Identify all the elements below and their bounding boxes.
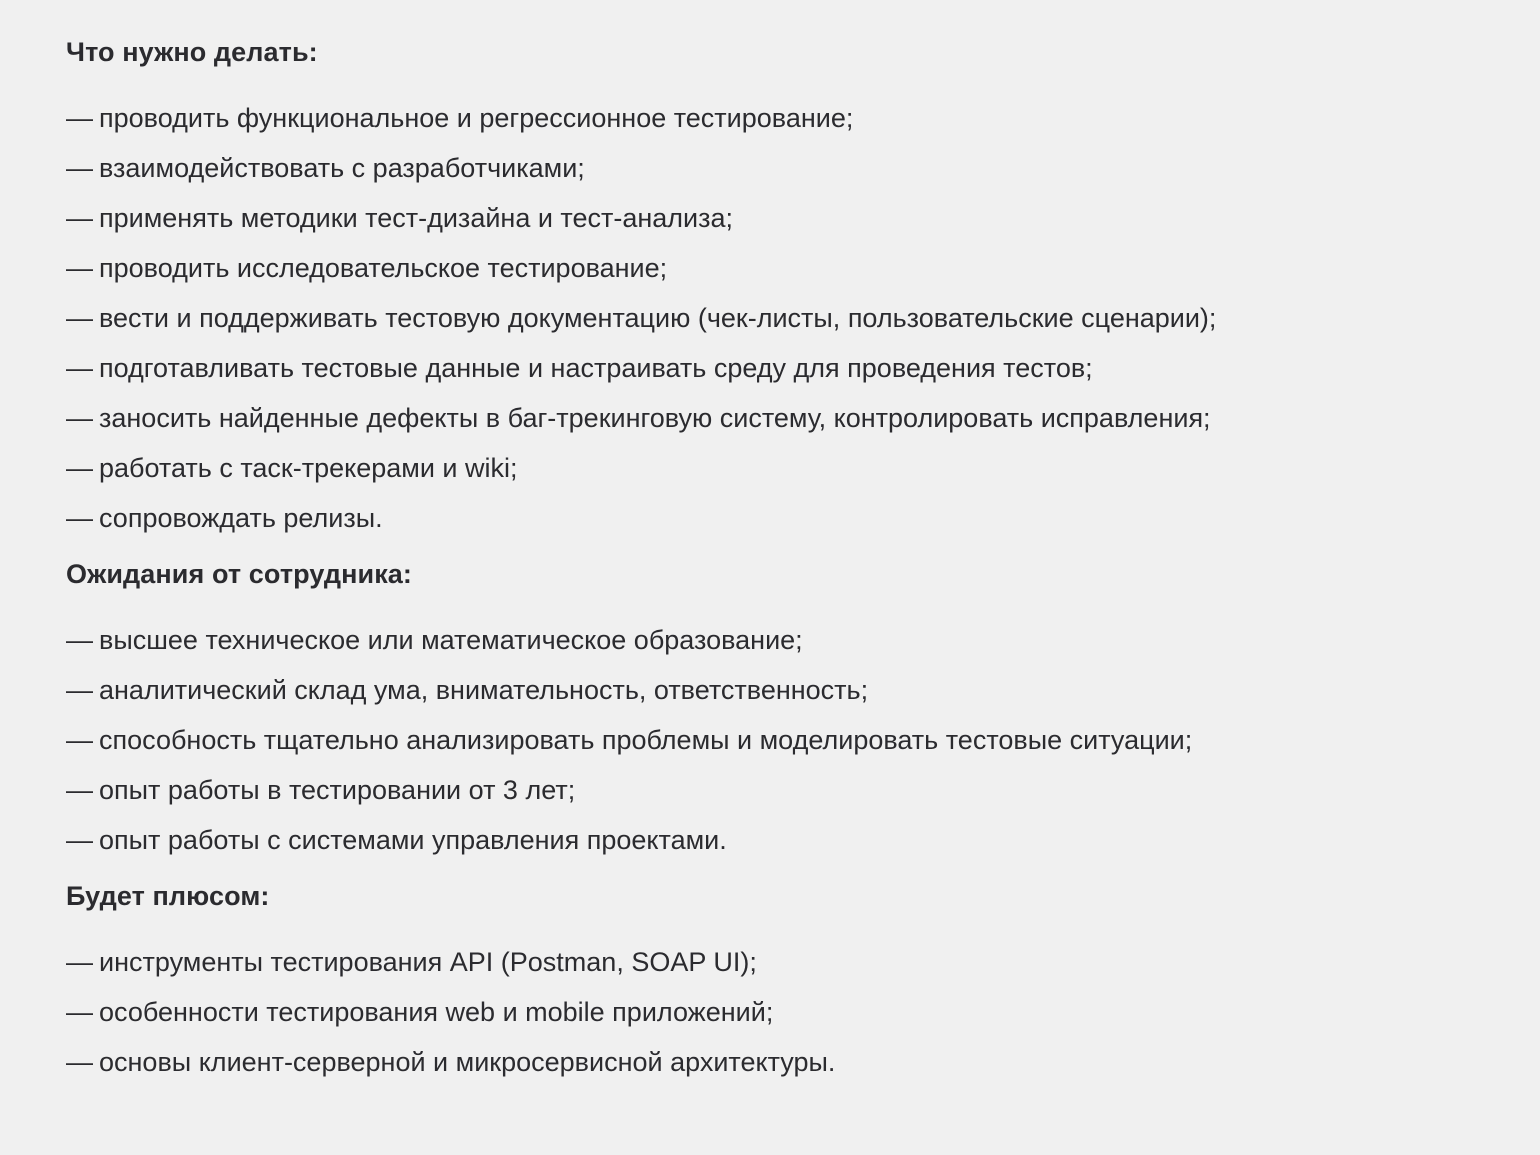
section-title-bonus: Будет плюсом:: [66, 881, 270, 911]
list-item-text: вести и поддерживать тестовую документацию (чек-листы, пользовательские сценарии);: [99, 303, 1217, 333]
list-item-text: особенности тестирования web и mobile приложений;: [99, 997, 774, 1027]
dash-bullet: —: [66, 997, 93, 1027]
dash-bullet: —: [66, 253, 93, 283]
list-item: [66, 942, 1506, 982]
dash-bullet: —: [66, 153, 93, 183]
list-item: [66, 1042, 1506, 1082]
dash-bullet: —: [66, 203, 93, 233]
list-item: [66, 148, 1506, 188]
dash-bullet: —: [66, 303, 93, 333]
list-item: [66, 770, 1506, 810]
dash-bullet: —: [66, 947, 93, 977]
dash-bullet: —: [66, 725, 93, 755]
dash-bullet: —: [66, 1047, 93, 1077]
list-item: [66, 198, 1506, 238]
list-item-text: взаимодействовать с разработчиками;: [99, 153, 585, 183]
list-item: [66, 448, 1506, 488]
list-item-text: проводить функциональное и регрессионное тестирование;: [99, 103, 854, 133]
dash-bullet: —: [66, 103, 93, 133]
list-item-text: опыт работы с системами управления проектами.: [99, 825, 727, 855]
duties-list: [66, 98, 1506, 538]
list-item-text: работать с таск-трекерами и wiki;: [99, 453, 518, 483]
bonus-list: [66, 942, 1506, 1082]
list-item-text: способность тщательно анализировать проблемы и моделировать тестовые ситуации;: [99, 725, 1193, 755]
list-item: [66, 298, 1506, 338]
dash-bullet: —: [66, 453, 93, 483]
section-title-duties: Что нужно делать:: [66, 37, 318, 67]
job-description: [66, 32, 1506, 1092]
list-item: [66, 820, 1506, 860]
dash-bullet: —: [66, 825, 93, 855]
list-item-text: проводить исследовательское тестирование;: [99, 253, 668, 283]
list-item: [66, 620, 1506, 660]
section-title-expectations: Ожидания от сотрудника:: [66, 559, 413, 589]
list-item: [66, 398, 1506, 438]
list-item: [66, 348, 1506, 388]
list-item-text: высшее техническое или математическое образование;: [99, 625, 803, 655]
list-item-text: опыт работы в тестировании от 3 лет;: [99, 775, 576, 805]
dash-bullet: —: [66, 675, 93, 705]
list-item-text: сопровождать релизы.: [99, 503, 383, 533]
dash-bullet: —: [66, 403, 93, 433]
list-item-text: аналитический склад ума, внимательность, ответственность;: [99, 675, 869, 705]
list-item-text: применять методики тест-дизайна и тест-анализа;: [99, 203, 734, 233]
list-item: [66, 98, 1506, 138]
dash-bullet: —: [66, 353, 93, 383]
dash-bullet: —: [66, 625, 93, 655]
list-item-text: заносить найденные дефекты в баг-трекинговую систему, контролировать исправления;: [99, 403, 1211, 433]
list-item: [66, 248, 1506, 288]
expectations-list: [66, 620, 1506, 860]
dash-bullet: —: [66, 503, 93, 533]
list-item: [66, 670, 1506, 710]
list-item-text: подготавливать тестовые данные и настраивать среду для проведения тестов;: [99, 353, 1093, 383]
list-item-text: инструменты тестирования API (Postman, SOAP UI);: [99, 947, 757, 977]
list-item: [66, 498, 1506, 538]
dash-bullet: —: [66, 775, 93, 805]
list-item: [66, 720, 1506, 760]
list-item-text: основы клиент-серверной и микросервисной архитектуры.: [99, 1047, 836, 1077]
list-item: [66, 992, 1506, 1032]
